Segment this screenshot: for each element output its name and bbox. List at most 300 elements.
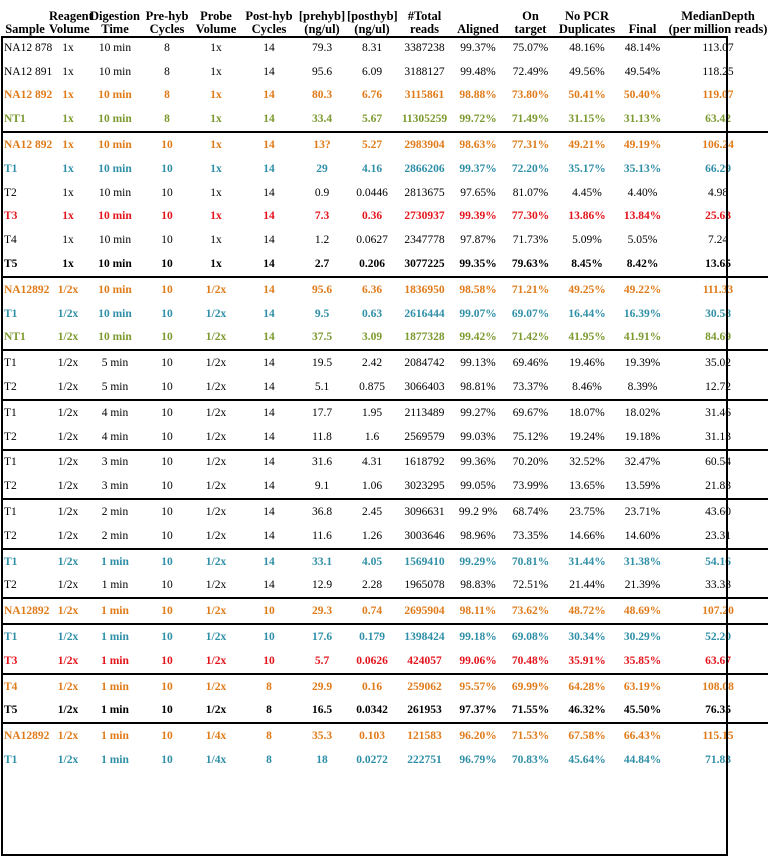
table-cell: 1 min	[87, 723, 143, 748]
table-cell: 5.67	[361, 113, 383, 126]
table-cell: 10	[161, 654, 173, 667]
table-cell: 0.0272	[356, 754, 388, 766]
table-cell: 14	[263, 162, 275, 175]
table-cell: 3387238	[404, 41, 445, 54]
sample-cell: T2	[4, 430, 17, 443]
table-cell: 69.46%	[504, 350, 557, 375]
sample-cell: T5	[4, 704, 18, 717]
table-cell: 14	[241, 400, 297, 425]
table-cell: 1x	[210, 234, 222, 247]
table-row	[1, 205, 768, 229]
table-cell: 5.05%	[627, 234, 658, 247]
table-cell: 2084742	[397, 350, 452, 375]
table-cell: 1x	[210, 41, 222, 54]
table-cell: 45.50%	[623, 704, 662, 717]
table-cell: 1/2x	[49, 277, 87, 302]
table-cell: 48.14%	[624, 41, 661, 54]
table-cell: 6.09	[361, 65, 383, 78]
table-cell: 10	[161, 210, 173, 223]
table-cell: 4.98	[707, 186, 729, 199]
column-header	[557, 0, 617, 36]
column-header-line: Pre-hyb	[145, 9, 189, 23]
table-cell: 5.7	[314, 654, 330, 667]
table-cell: 10	[161, 529, 173, 542]
sample-cell: T1	[4, 162, 18, 175]
table-cell: 54.16	[668, 549, 768, 574]
column-header-line: reads	[410, 22, 439, 36]
table-cell: 1/2x	[57, 480, 79, 493]
table-cell: 10 min	[98, 331, 132, 344]
table-cell: 4 min	[87, 400, 143, 425]
table-cell: 1/2x	[191, 499, 241, 524]
table-cell: 1 min	[87, 598, 143, 624]
column-header-line: Cycles	[251, 22, 287, 36]
table-cell: 69.99%	[504, 674, 557, 699]
table-cell: 10 min	[98, 65, 132, 78]
column-header-line: Probe	[200, 9, 232, 23]
table-cell: 96.79%	[459, 754, 497, 766]
table-cell: 11305259	[401, 113, 448, 126]
table-cell: 10 min	[98, 234, 132, 247]
table-cell: 99.35%	[459, 258, 497, 271]
column-header	[87, 0, 143, 36]
table-cell: 46.32%	[568, 704, 606, 717]
table-cell: 71.21%	[504, 277, 557, 302]
table-cell: 45.64%	[568, 754, 606, 766]
table-cell: 16.44%	[568, 307, 606, 320]
table-cell: 17.7	[297, 400, 347, 425]
table-cell: 14	[241, 499, 297, 524]
table-cell: 1.2	[314, 234, 330, 247]
table-row	[1, 624, 768, 649]
table-cell: 97.87%	[460, 234, 496, 247]
table-cell: 14	[263, 381, 275, 394]
table-cell: 73.80%	[511, 89, 550, 102]
table-cell: 69.67%	[504, 400, 557, 425]
table-cell: 99.2 9%	[452, 499, 504, 524]
table-cell: 1/2x	[57, 381, 79, 394]
table-cell: 14	[263, 331, 275, 344]
table-cell: 14	[263, 480, 275, 493]
table-cell: 95.6	[297, 277, 347, 302]
table-cell: 11.6	[312, 529, 332, 542]
table-cell: 0.16	[347, 674, 397, 699]
table-cell: 259062	[397, 674, 452, 699]
table-cell: 31.15%	[568, 113, 606, 126]
column-header	[191, 0, 241, 36]
sample-cell: T5	[4, 258, 18, 271]
table-row	[1, 157, 768, 181]
table-cell: 49.56%	[569, 65, 605, 78]
sample-cell: T2	[4, 381, 17, 394]
table-cell: 97.65%	[460, 186, 496, 199]
table-cell: 7.3	[314, 210, 330, 223]
table-cell: 1/4x	[205, 754, 227, 766]
table-cell: 71.83	[705, 754, 731, 766]
table-cell: 1/2x	[49, 674, 87, 699]
sample-cell: T1	[1, 499, 49, 524]
table-cell: 29.3	[297, 598, 347, 624]
table-cell: 60.54	[668, 450, 768, 475]
table-cell: 10	[161, 430, 173, 443]
table-cell: 14.60%	[624, 529, 661, 542]
table-cell: 71.53%	[504, 723, 557, 748]
table-cell: 1 min	[101, 754, 129, 766]
table-cell: 3003646	[404, 529, 445, 542]
table-cell: 0.179	[347, 624, 397, 649]
table-cell: 49.22%	[617, 277, 668, 302]
column-header	[297, 0, 347, 36]
table-cell: 1/2x	[57, 331, 79, 344]
table-cell: 19.5	[297, 350, 347, 375]
table-cell: 14	[263, 65, 275, 78]
table-cell: 99.05%	[460, 480, 496, 493]
column-header-line: Digestion	[90, 9, 140, 23]
table-cell: 99.07%	[459, 307, 497, 320]
table-cell: 0.0627	[356, 234, 388, 247]
table-cell: 99.48%	[460, 65, 496, 78]
table-cell: 70.48%	[511, 654, 550, 667]
sample-cell: T1	[1, 549, 49, 574]
table-cell: 10	[161, 307, 173, 320]
table-cell: 5.09%	[572, 234, 602, 247]
table-row	[1, 60, 768, 84]
table-cell: 4 min	[101, 430, 129, 443]
table-cell: 30.29%	[617, 624, 668, 649]
table-row	[1, 132, 768, 157]
table-cell: 1/2x	[191, 549, 241, 574]
table-cell: 14	[241, 277, 297, 302]
table-cell: 1x	[210, 162, 222, 175]
table-cell: 70.20%	[504, 450, 557, 475]
table-cell: 7.24	[707, 234, 729, 247]
table-cell: 18.02%	[617, 400, 668, 425]
table-cell: 14	[241, 132, 297, 157]
column-header-line: Post-hyb	[245, 9, 293, 23]
table-cell: 10 min	[98, 258, 132, 271]
table-cell: 6.76	[361, 89, 383, 102]
table-cell: 1/2x	[57, 704, 79, 717]
column-header-line: Cycles	[149, 22, 185, 36]
table-cell: 29.9	[297, 674, 347, 699]
table-cell: 35.91%	[568, 654, 606, 667]
table-row	[1, 107, 768, 132]
table-cell: 33.33	[705, 579, 731, 592]
table-cell: 8.31	[361, 41, 383, 54]
table-row	[1, 474, 768, 499]
table-cell: 0.63	[361, 307, 383, 320]
table-cell: 18.07%	[557, 400, 617, 425]
table-cell: 0.206	[359, 258, 385, 271]
table-cell: 1x	[62, 113, 74, 126]
table-cell: 75.12%	[512, 430, 549, 443]
table-cell: 71.55%	[511, 704, 550, 717]
table-cell: 48.16%	[569, 41, 605, 54]
table-cell: 10	[161, 754, 173, 766]
table-row	[1, 524, 768, 549]
table-cell: 10 min	[87, 277, 143, 302]
table-cell: 8	[266, 704, 272, 717]
table-row	[1, 425, 768, 450]
table-row	[1, 84, 768, 108]
table-cell: 10	[161, 234, 173, 247]
table-cell: 10 min	[98, 41, 132, 54]
table-cell: 10 min	[98, 113, 132, 126]
table-cell: 1/2x	[57, 654, 79, 667]
column-header	[241, 0, 297, 36]
table-cell: 69.07%	[511, 307, 550, 320]
table-cell: 32.52%	[557, 450, 617, 475]
table-cell: 10 min	[87, 132, 143, 157]
table-cell: 99.72%	[459, 113, 497, 126]
table-row	[1, 499, 768, 524]
column-header-line: No PCR	[564, 9, 610, 23]
column-header-line: Final	[628, 22, 657, 36]
table-cell: 1/2x	[205, 480, 227, 493]
table-cell: 0.0626	[356, 654, 388, 667]
table-cell: 1/2x	[57, 754, 79, 766]
table-cell: 1/2x	[191, 450, 241, 475]
table-cell: 14	[263, 258, 275, 271]
column-header	[504, 0, 557, 36]
column-header-line: [posthyb]	[347, 9, 398, 23]
table-cell: 73.62%	[504, 598, 557, 624]
table-cell: 49.25%	[557, 277, 617, 302]
table-cell: 0.0446	[356, 186, 388, 199]
table-cell: 33.4	[311, 113, 333, 126]
table-cell: 1965078	[404, 579, 445, 592]
sample-cell: T4	[4, 234, 17, 247]
table-cell: 3096631	[397, 499, 452, 524]
table-cell: 13.65%	[569, 480, 605, 493]
table-cell: 49.54%	[624, 65, 661, 78]
table-cell: 99.27%	[452, 400, 504, 425]
column-header	[617, 0, 668, 36]
table-cell: 71.49%	[511, 113, 550, 126]
sample-cell: NA12 892	[4, 89, 53, 102]
table-cell: 13?	[297, 132, 347, 157]
column-header-line: [prehyb]	[298, 9, 346, 23]
table-cell: 10	[143, 132, 191, 157]
table-cell: 106.24	[668, 132, 768, 157]
table-cell: 10	[143, 350, 191, 375]
table-cell: 80.3	[311, 89, 333, 102]
table-cell: 84.69	[705, 331, 731, 344]
table-cell: 81.07%	[512, 186, 549, 199]
table-cell: 31.13	[705, 430, 731, 443]
table-cell: 1398424	[397, 624, 452, 649]
table-cell: 1/2x	[57, 307, 79, 320]
table-cell: 8.45%	[571, 258, 603, 271]
table-cell: 17.6	[297, 624, 347, 649]
table-cell: 14	[263, 307, 275, 320]
table-row	[1, 574, 768, 599]
table-cell: 67.58%	[557, 723, 617, 748]
table-cell: 10	[161, 579, 173, 592]
table-cell: 1/2x	[49, 450, 87, 475]
table-cell: 1/4x	[191, 723, 241, 748]
table-cell: 8	[164, 41, 170, 54]
table-cell: 119.07	[702, 89, 734, 102]
table-cell: 98.88%	[459, 89, 497, 102]
table-cell: 63.67	[705, 654, 731, 667]
table-cell: 0.875	[359, 381, 385, 394]
table-cell: 1x	[62, 41, 74, 54]
table-cell: 424057	[407, 654, 442, 667]
table-cell: 4.31	[347, 450, 397, 475]
table-cell: 98.83%	[460, 579, 496, 592]
table-row	[1, 252, 768, 277]
table-cell: 10	[143, 549, 191, 574]
table-cell: 71.42%	[511, 331, 550, 344]
table-cell: 3.09	[361, 331, 383, 344]
table-cell: 31.38%	[617, 549, 668, 574]
column-header-line: target	[514, 22, 547, 36]
sample-cell: NA12892	[1, 277, 49, 302]
table-cell: 108.08	[668, 674, 768, 699]
table-cell: 10 min	[98, 186, 132, 199]
sample-cell: NA12892	[1, 598, 49, 624]
sample-cell: NT1	[4, 113, 26, 126]
table-cell: 72.51%	[512, 579, 549, 592]
table-cell: 2.28	[361, 579, 383, 592]
table-cell: 10	[161, 480, 173, 493]
table-cell: 1/2x	[191, 350, 241, 375]
table-cell: 1/2x	[191, 277, 241, 302]
sample-cell: NA12 878	[4, 41, 53, 54]
table-cell: 44.84%	[623, 754, 662, 766]
column-header-line: Aligned	[457, 22, 499, 36]
table-cell: 69.08%	[504, 624, 557, 649]
table-cell: 14	[241, 450, 297, 475]
table-cell: 99.37%	[460, 41, 496, 54]
table-cell: 8	[164, 65, 170, 78]
table-cell: 10 min	[98, 162, 132, 175]
table-cell: 1569410	[397, 549, 452, 574]
sample-cell: T1	[1, 450, 49, 475]
table-cell: 63.19%	[617, 674, 668, 699]
table-cell: 98.96%	[460, 529, 496, 542]
sample-cell: T2	[4, 480, 17, 493]
column-header-line: Duplicates	[558, 22, 616, 36]
table-cell: 5 min	[87, 350, 143, 375]
table-cell: 21.44%	[569, 579, 605, 592]
table-cell: 8	[241, 723, 297, 748]
table-cell: 14	[263, 430, 275, 443]
table-cell: 1/2x	[57, 430, 79, 443]
table-cell: 72.20%	[511, 162, 550, 175]
table-cell: 1.06	[361, 480, 383, 493]
table-cell: 70.83%	[511, 754, 550, 766]
sample-cell: T2	[4, 529, 17, 542]
table-cell: 1.6	[364, 430, 380, 443]
table-cell: 35.02	[668, 350, 768, 375]
table-cell: 1/2x	[205, 654, 227, 667]
table-cell: 13.65	[705, 258, 731, 271]
column-header-line: Time	[101, 22, 129, 36]
table-row	[1, 350, 768, 375]
table-cell: 1x	[49, 132, 87, 157]
table-row	[1, 598, 768, 624]
table-cell: 121583	[397, 723, 452, 748]
table-cell: 14	[263, 89, 275, 102]
sample-cell: NA12892	[1, 723, 49, 748]
sample-cell: NT1	[4, 331, 26, 344]
column-header	[452, 0, 504, 36]
table-cell: 1x	[62, 210, 74, 223]
table-cell: 14	[263, 41, 275, 54]
table-cell: 1836950	[397, 277, 452, 302]
table-cell: 1 min	[101, 654, 129, 667]
sample-cell: NA12 891	[4, 65, 53, 78]
table-cell: 1877328	[404, 331, 445, 344]
column-header-line: (ng/ul)	[354, 22, 390, 36]
table-cell: 14	[263, 529, 275, 542]
table-cell: 1/2x	[205, 430, 227, 443]
table-cell: 16.39%	[623, 307, 662, 320]
table-cell: 10	[241, 624, 297, 649]
table-cell: 19.24%	[569, 430, 605, 443]
table-cell: 8.39%	[627, 381, 658, 394]
table-cell: 37.5	[311, 331, 333, 344]
table-cell: 1 min	[87, 549, 143, 574]
table-cell: 98.81%	[460, 381, 496, 394]
table-cell: 2113489	[397, 400, 452, 425]
table-cell: 99.03%	[460, 430, 496, 443]
table-cell: 16.5	[311, 704, 333, 717]
table-cell: 95.57%	[452, 674, 504, 699]
table-cell: 2616444	[404, 307, 445, 320]
sample-cell: T2	[4, 579, 17, 592]
table-header	[1, 0, 768, 36]
table-cell: 1/2x	[49, 499, 87, 524]
table-row	[1, 228, 768, 252]
table-cell: 48.72%	[557, 598, 617, 624]
table-cell: 14	[241, 549, 297, 574]
table-cell: 1/2x	[49, 598, 87, 624]
table-cell: 1/2x	[57, 579, 79, 592]
table-cell: 1/2x	[205, 307, 227, 320]
table-cell: 36.8	[297, 499, 347, 524]
column-header-line: Volume	[49, 22, 90, 36]
table-cell: 73.35%	[512, 529, 549, 542]
table-cell: 14	[263, 186, 275, 199]
table-cell: 0.0342	[356, 704, 388, 717]
table-cell: 32.47%	[617, 450, 668, 475]
table-cell: 13.86%	[568, 210, 606, 223]
table-cell: 3115861	[404, 89, 445, 102]
table-cell: 33.1	[297, 549, 347, 574]
table-cell: 2569579	[404, 430, 445, 443]
table-cell: 115.15	[668, 723, 768, 748]
table-cell: 21.83	[705, 480, 731, 493]
table-cell: 11.8	[312, 430, 332, 443]
table-cell: 2695904	[397, 598, 452, 624]
table-cell: 4.40%	[627, 186, 658, 199]
table-cell: 1.95	[347, 400, 397, 425]
table-cell: 2.42	[347, 350, 397, 375]
table-cell: 14	[263, 210, 275, 223]
table-cell: 14	[263, 579, 275, 592]
table-cell: 1/2x	[205, 381, 227, 394]
table-cell: 10	[143, 624, 191, 649]
table-cell: 19.18%	[624, 430, 661, 443]
table-cell: 1x	[62, 65, 74, 78]
sample-cell: NA12 892	[1, 132, 49, 157]
table-cell: 99.29%	[452, 549, 504, 574]
table-cell: 10	[161, 704, 173, 717]
table-cell: 12.9	[311, 579, 333, 592]
